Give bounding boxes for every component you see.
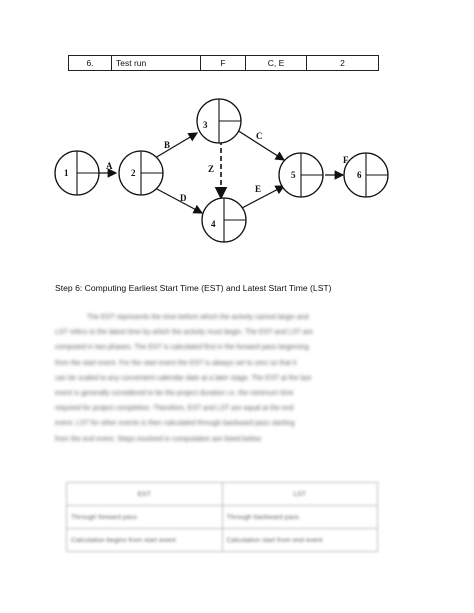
table-row: [67, 506, 378, 529]
est-lst-table: [66, 482, 378, 552]
paragraph-line: from the start event. For the start event the EST is always set to zero so that it: [55, 359, 297, 367]
edge-label-a: A: [106, 161, 113, 171]
cell-code: F: [201, 56, 246, 71]
edge-label-d: D: [180, 193, 187, 203]
edge-e: [242, 186, 284, 208]
paragraph-line: event. LST for other events is then calculated through backward pass starting: [55, 420, 295, 428]
cell-predecessors: C, E: [246, 56, 307, 71]
cell-activity: Test run: [112, 56, 201, 71]
paragraph-line: LST refers to the latest time by which the activity must begin. The EST and LST are: [55, 329, 313, 337]
paragraph-line: The EST represents the time before which the activity cannot begin and: [87, 314, 309, 321]
node-4-label: 4: [211, 219, 216, 229]
table-row: [67, 529, 378, 552]
node-3: [197, 99, 241, 143]
node-5-label: 5: [291, 170, 296, 180]
node-5: [279, 153, 323, 197]
step-heading: Step 6: Computing Earliest Start Time (EST) and Latest Start Time (LST): [55, 283, 332, 293]
node-6: [344, 153, 388, 197]
cell-duration: 2: [307, 56, 379, 71]
table-cell: Through backward pass: [222, 506, 378, 529]
table-cell: Calculation begins from start event: [67, 529, 223, 552]
header-est: EST: [67, 483, 223, 506]
paragraph-line: from the end event. Steps involved in computation are listed below.: [55, 435, 263, 443]
node-2: [119, 151, 163, 195]
edge-b: [155, 133, 197, 158]
edge-d: [155, 188, 202, 213]
paragraph-line: computed in two phases. The EST is calculated first in the forward pass beginning: [55, 344, 309, 352]
node-6-label: 6: [357, 170, 362, 180]
header-lst: LST: [222, 483, 378, 506]
node-1-label: 1: [64, 168, 69, 178]
node-4: [202, 198, 246, 242]
table-cell: Through forward pass: [67, 506, 223, 529]
node-1: [55, 151, 99, 195]
node-2-label: 2: [131, 168, 136, 178]
network-diagram: [0, 0, 474, 280]
paragraph-line: event is generally considered to be the project duration i.e. the minimum time: [55, 390, 294, 398]
node-3-label: 3: [203, 120, 208, 130]
blurred-paragraph: [55, 310, 369, 447]
paragraph-line: required for project completion. Therefore, EST and LST are equal at the end: [55, 405, 294, 413]
edge-label-e: E: [255, 184, 262, 194]
table-cell: Calculation start from end event: [222, 529, 378, 552]
paragraph-line: can be scaled to any convenient calendar date at a later stage. The EST at the last: [55, 374, 312, 382]
edge-label-f: F: [343, 155, 349, 165]
cell-no: 6.: [69, 56, 112, 71]
edge-label-z: Z: [208, 164, 215, 174]
table-header-row: [67, 483, 378, 506]
edge-label-b: B: [164, 140, 171, 150]
edge-label-c: C: [256, 131, 263, 141]
